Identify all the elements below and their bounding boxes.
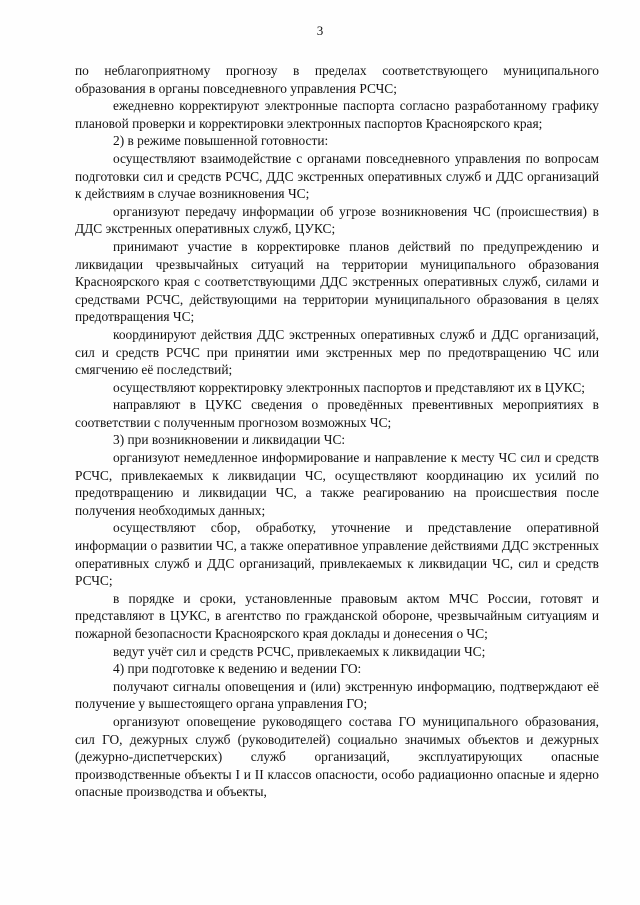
- paragraph: направляют в ЦУКС сведения о проведённых превентивных мероприятиях в соответствии с полученным прогнозом возможных ЧС;: [75, 397, 599, 430]
- paragraph: принимают участие в корректировке планов действий по предупреждению и ликвидации чрезвычайных ситуаций на территории муниципального образования Красноярского края с соответствующими ДДС экстренных оперативных служб, силами и средствами РСЧС, действующими на территории муниципального образования в целях предотвращения ЧС;: [75, 238, 599, 325]
- paragraph-continuation: по неблагоприятному прогнозу в пределах соответствующего муниципального образования в органы повседневного управления РСЧС;: [75, 63, 599, 96]
- paragraph: осуществляют взаимодействие с органами повседневного управления по вопросам подготовки сил и средств РСЧС, ДДС экстренных оперативных служб и ДДС организаций к действиям в случае возникновения ЧС;: [75, 150, 599, 202]
- paragraph: осуществляют корректировку электронных паспортов и представляют их в ЦУКС;: [113, 379, 586, 395]
- paragraph: координируют действия ДДС экстренных оперативных служб и ДДС организаций, сил и средств РСЧС при принятии ими экстренных мер по предотвращению ЧС или смягчению её последствий;: [75, 326, 599, 378]
- paragraph: получают сигналы оповещения и (или) экстренную информацию, подтверждают её получение у вышестоящего органа управления ГО;: [75, 678, 599, 712]
- paragraph: организуют передачу информации об угрозе возникновения ЧС (происшествия) в ДДС экстренных оперативных служб, ЦУКС;: [75, 203, 599, 237]
- paragraph: организуют оповещение руководящего состава ГО муниципального образования, сил ГО, дежурных служб (руководителей) социально значимых объектов и дежурных (дежурно-диспетчерских) служб организаций, эксплуатирующих опасные производственные объекты I и II классов опасности, особо радиационно опасные и ядерно опасные производства и объекты,: [75, 713, 599, 800]
- paragraph: в порядке и сроки, установленные правовым актом МЧС России, готовят и представляют в ЦУКС, в агентство по гражданской обороне, чрезвычайным ситуациям и пожарной безопасности Красноярского края доклады и донесения о ЧС;: [75, 590, 599, 641]
- paragraph: ежедневно корректируют электронные паспорта согласно разработанному графику плановой проверки и корректировки электронных паспортов Красноярского края;: [75, 98, 599, 131]
- section-heading-2: 2) в режиме повышенной готовности:: [113, 133, 329, 149]
- paragraph: осуществляют сбор, обработку, уточнение и представление оперативной информации о развитии ЧС, а также оперативное управление действиями ДДС экстренных оперативных служб и ДДС организаций, привлекаемых к ликвидации ЧС, сил и средств РСЧС;: [75, 520, 599, 589]
- section-heading-4: 4) при подготовке к ведению и ведении ГО:: [113, 661, 362, 677]
- section-heading-3: 3) при возникновении и ликвидации ЧС:: [113, 432, 346, 448]
- page-number: 3: [316, 23, 324, 38]
- paragraph: организуют немедленное информирование и направление к месту ЧС сил и средств РСЧС, привлекаемых к ликвидации ЧС, осуществляют координацию их усилий по предотвращению и ликвидации ЧС, а также реагированию на происшествия после получения необходимых данных;: [75, 450, 599, 518]
- document-body: [75, 62, 599, 801]
- paragraph: ведут учёт сил и средств РСЧС, привлекаемых к ликвидации ЧС;: [113, 643, 486, 659]
